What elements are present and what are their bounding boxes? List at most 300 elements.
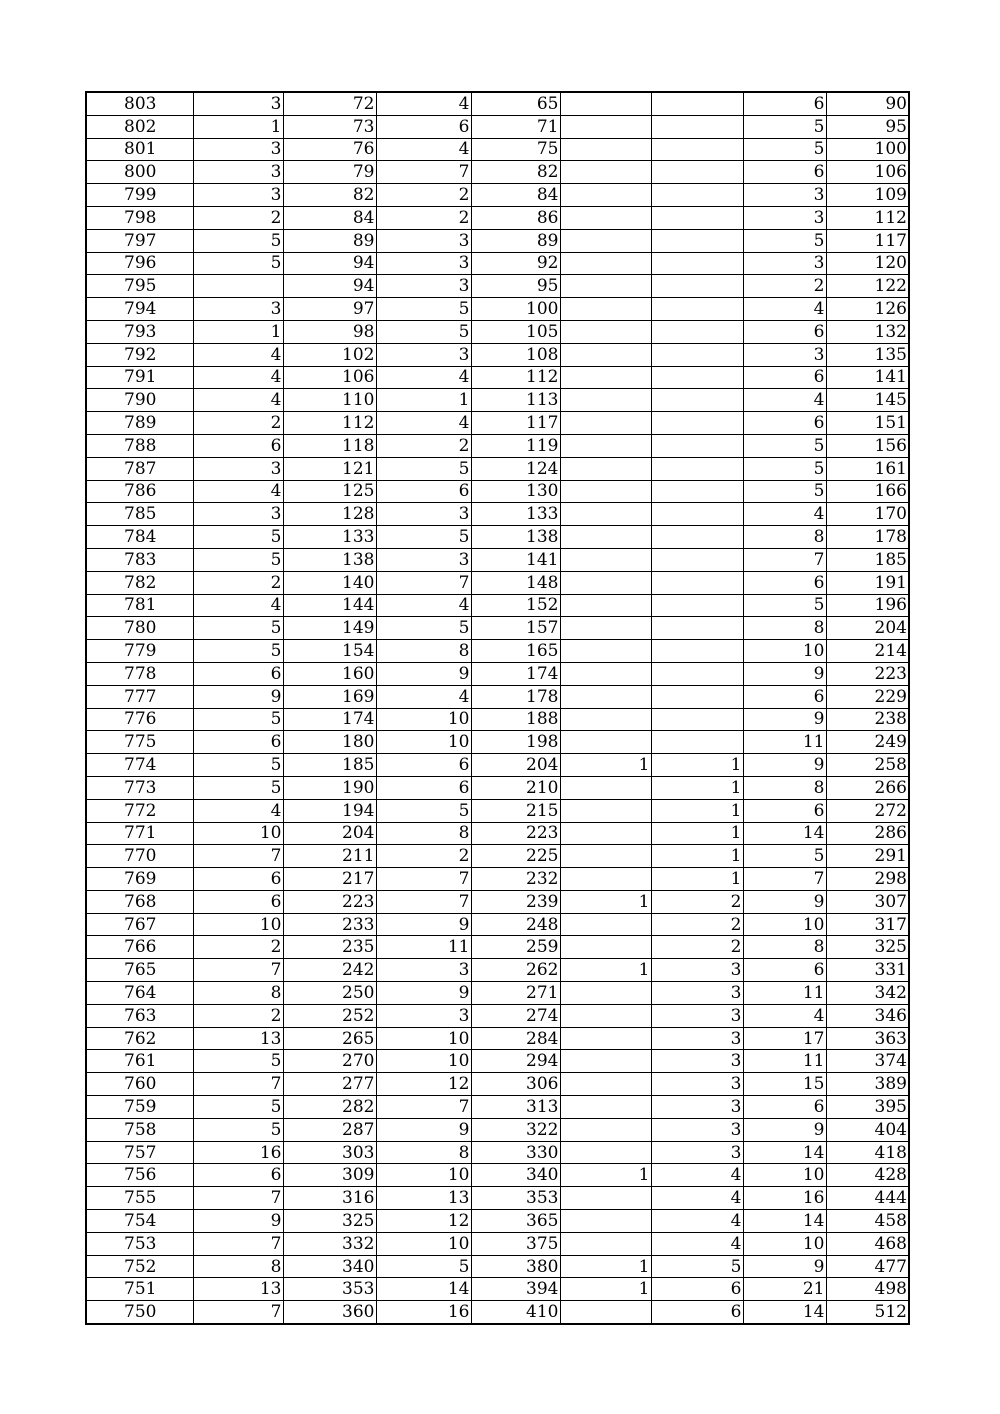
table-cell <box>560 1141 651 1164</box>
table-cell: 10 <box>376 1050 471 1073</box>
table-cell <box>560 434 651 457</box>
table-cell: 14 <box>743 1301 826 1324</box>
table-cell: 108 <box>471 343 560 366</box>
table-row <box>86 320 909 343</box>
table-cell: 330 <box>471 1141 560 1164</box>
table-cell: 340 <box>283 1255 376 1278</box>
table-cell <box>560 480 651 503</box>
table-cell <box>651 480 743 503</box>
table-cell: 270 <box>283 1050 376 1073</box>
score-cell: 797 <box>86 229 193 252</box>
table-cell: 3 <box>651 1027 743 1050</box>
score-cell: 787 <box>86 457 193 480</box>
score-cell: 767 <box>86 913 193 936</box>
table-cell: 166 <box>826 480 909 503</box>
table-cell: 498 <box>826 1278 909 1301</box>
table-cell <box>193 275 283 298</box>
table-cell: 178 <box>826 526 909 549</box>
table-row <box>86 1232 909 1255</box>
table-cell: 6 <box>376 776 471 799</box>
table-cell: 249 <box>826 731 909 754</box>
table-cell: 3 <box>743 343 826 366</box>
score-cell: 802 <box>86 115 193 138</box>
table-cell <box>651 366 743 389</box>
table-row <box>86 115 909 138</box>
table-row <box>86 229 909 252</box>
table-cell: 121 <box>283 457 376 480</box>
table-cell: 375 <box>471 1232 560 1255</box>
table-cell <box>651 571 743 594</box>
table-cell: 272 <box>826 799 909 822</box>
table-cell: 5 <box>193 526 283 549</box>
table-cell: 360 <box>283 1301 376 1324</box>
table-cell: 8 <box>743 617 826 640</box>
table-cell: 284 <box>471 1027 560 1050</box>
table-cell: 242 <box>283 959 376 982</box>
table-cell <box>560 548 651 571</box>
table-row <box>86 1255 909 1278</box>
score-cell: 776 <box>86 708 193 731</box>
table-cell: 10 <box>743 1164 826 1187</box>
table-cell <box>560 298 651 321</box>
table-cell: 3 <box>743 184 826 207</box>
table-cell: 6 <box>743 412 826 435</box>
table-cell: 342 <box>826 982 909 1005</box>
table-cell: 9 <box>743 1118 826 1141</box>
table-cell: 3 <box>193 138 283 161</box>
table-cell: 418 <box>826 1141 909 1164</box>
table-cell <box>560 503 651 526</box>
table-cell: 13 <box>193 1278 283 1301</box>
table-cell: 165 <box>471 640 560 663</box>
table-cell: 185 <box>283 754 376 777</box>
table-cell <box>560 776 651 799</box>
score-cell: 759 <box>86 1096 193 1119</box>
table-cell: 14 <box>743 822 826 845</box>
table-row <box>86 776 909 799</box>
table-cell: 6 <box>651 1278 743 1301</box>
table-cell: 2 <box>376 184 471 207</box>
table-cell: 89 <box>471 229 560 252</box>
table-cell: 71 <box>471 115 560 138</box>
table-cell: 2 <box>193 206 283 229</box>
table-cell: 133 <box>283 526 376 549</box>
table-row <box>86 640 909 663</box>
table-cell: 265 <box>283 1027 376 1050</box>
table-cell <box>560 115 651 138</box>
table-cell: 238 <box>826 708 909 731</box>
table-row <box>86 594 909 617</box>
table-row <box>86 434 909 457</box>
table-cell: 274 <box>471 1004 560 1027</box>
table-cell: 118 <box>283 434 376 457</box>
table-cell: 128 <box>283 503 376 526</box>
table-cell: 9 <box>743 708 826 731</box>
table-cell: 98 <box>283 320 376 343</box>
table-cell: 7 <box>193 1187 283 1210</box>
score-cell: 794 <box>86 298 193 321</box>
table-cell <box>651 457 743 480</box>
table-cell: 4 <box>376 685 471 708</box>
table-cell <box>651 115 743 138</box>
table-cell: 223 <box>471 822 560 845</box>
table-cell: 3 <box>651 1096 743 1119</box>
table-cell: 160 <box>283 662 376 685</box>
table-cell: 6 <box>743 92 826 115</box>
table-cell: 109 <box>826 184 909 207</box>
table-cell: 5 <box>193 252 283 275</box>
table-cell: 82 <box>471 161 560 184</box>
table-cell: 126 <box>826 298 909 321</box>
table-cell: 3 <box>651 959 743 982</box>
score-cell: 756 <box>86 1164 193 1187</box>
table-cell: 3 <box>743 206 826 229</box>
table-row <box>86 799 909 822</box>
table-cell: 4 <box>651 1232 743 1255</box>
table-cell: 16 <box>743 1187 826 1210</box>
table-cell <box>651 298 743 321</box>
table-cell: 10 <box>743 913 826 936</box>
table-cell: 86 <box>471 206 560 229</box>
table-cell: 6 <box>743 959 826 982</box>
table-cell <box>651 275 743 298</box>
table-cell <box>560 1210 651 1233</box>
table-cell: 188 <box>471 708 560 731</box>
table-cell: 262 <box>471 959 560 982</box>
table-cell: 277 <box>283 1073 376 1096</box>
table-cell: 4 <box>193 366 283 389</box>
table-cell: 89 <box>283 229 376 252</box>
table-cell: 5 <box>651 1255 743 1278</box>
table-cell: 5 <box>743 229 826 252</box>
table-cell <box>560 92 651 115</box>
table-cell: 5 <box>376 320 471 343</box>
score-table <box>85 91 910 1325</box>
table-cell: 6 <box>376 115 471 138</box>
table-cell: 4 <box>743 389 826 412</box>
table-cell: 73 <box>283 115 376 138</box>
table-cell <box>560 184 651 207</box>
table-cell: 135 <box>826 343 909 366</box>
table-cell: 5 <box>193 1096 283 1119</box>
table-cell: 5 <box>193 548 283 571</box>
table-cell: 1 <box>651 754 743 777</box>
table-cell: 2 <box>376 845 471 868</box>
table-cell: 3 <box>376 252 471 275</box>
table-cell <box>651 138 743 161</box>
table-cell: 117 <box>826 229 909 252</box>
table-cell: 6 <box>743 799 826 822</box>
table-cell: 322 <box>471 1118 560 1141</box>
table-cell: 154 <box>283 640 376 663</box>
table-cell <box>560 822 651 845</box>
table-cell: 363 <box>826 1027 909 1050</box>
table-cell: 317 <box>826 913 909 936</box>
table-cell: 1 <box>560 1255 651 1278</box>
table-cell: 3 <box>376 503 471 526</box>
table-cell: 6 <box>743 366 826 389</box>
table-cell: 229 <box>826 685 909 708</box>
table-cell: 3 <box>651 1118 743 1141</box>
table-cell: 4 <box>651 1210 743 1233</box>
table-cell: 2 <box>193 1004 283 1027</box>
table-cell <box>560 1050 651 1073</box>
table-cell: 180 <box>283 731 376 754</box>
table-cell <box>651 412 743 435</box>
table-cell: 394 <box>471 1278 560 1301</box>
table-cell: 3 <box>193 298 283 321</box>
table-cell: 102 <box>283 343 376 366</box>
table-cell <box>651 434 743 457</box>
table-cell: 325 <box>826 936 909 959</box>
table-cell: 122 <box>826 275 909 298</box>
table-cell: 6 <box>193 868 283 891</box>
table-cell: 138 <box>471 526 560 549</box>
table-cell: 3 <box>193 184 283 207</box>
table-cell: 10 <box>193 822 283 845</box>
table-cell: 11 <box>376 936 471 959</box>
table-cell: 79 <box>283 161 376 184</box>
score-cell: 758 <box>86 1118 193 1141</box>
table-cell: 6 <box>743 571 826 594</box>
table-cell: 3 <box>376 959 471 982</box>
table-cell: 100 <box>826 138 909 161</box>
table-cell: 6 <box>376 754 471 777</box>
table-cell: 3 <box>193 457 283 480</box>
table-cell: 2 <box>193 412 283 435</box>
table-cell: 6 <box>193 662 283 685</box>
score-cell: 757 <box>86 1141 193 1164</box>
table-cell: 5 <box>743 434 826 457</box>
table-cell: 5 <box>193 708 283 731</box>
table-cell <box>560 1073 651 1096</box>
table-cell <box>651 206 743 229</box>
table-cell: 141 <box>471 548 560 571</box>
table-row <box>86 845 909 868</box>
table-cell <box>651 731 743 754</box>
table-cell: 10 <box>376 708 471 731</box>
table-cell: 5 <box>743 594 826 617</box>
score-cell: 789 <box>86 412 193 435</box>
table-cell <box>651 526 743 549</box>
table-cell: 4 <box>376 92 471 115</box>
table-cell <box>651 594 743 617</box>
table-cell: 309 <box>283 1164 376 1187</box>
table-cell: 75 <box>471 138 560 161</box>
table-cell: 7 <box>193 1073 283 1096</box>
table-cell: 225 <box>471 845 560 868</box>
table-cell: 84 <box>471 184 560 207</box>
table-cell: 8 <box>743 526 826 549</box>
table-cell: 5 <box>193 640 283 663</box>
table-cell: 5 <box>193 617 283 640</box>
table-cell: 4 <box>193 480 283 503</box>
table-row <box>86 480 909 503</box>
table-cell: 170 <box>826 503 909 526</box>
score-cell: 775 <box>86 731 193 754</box>
score-cell: 771 <box>86 822 193 845</box>
table-cell <box>651 685 743 708</box>
table-cell <box>560 594 651 617</box>
table-cell: 9 <box>376 662 471 685</box>
table-cell <box>651 252 743 275</box>
table-row <box>86 822 909 845</box>
table-cell <box>651 184 743 207</box>
table-cell: 3 <box>651 982 743 1005</box>
table-cell: 1 <box>193 115 283 138</box>
table-cell: 3 <box>376 343 471 366</box>
table-cell: 5 <box>193 229 283 252</box>
score-cell: 754 <box>86 1210 193 1233</box>
table-cell <box>560 936 651 959</box>
table-cell: 194 <box>283 799 376 822</box>
table-cell <box>560 868 651 891</box>
table-cell <box>560 320 651 343</box>
table-cell: 21 <box>743 1278 826 1301</box>
table-cell: 4 <box>651 1164 743 1187</box>
table-cell: 468 <box>826 1232 909 1255</box>
table-cell: 9 <box>743 1255 826 1278</box>
table-cell: 11 <box>743 731 826 754</box>
table-cell: 12 <box>376 1210 471 1233</box>
table-row <box>86 1301 909 1324</box>
table-cell: 4 <box>193 594 283 617</box>
score-cell: 777 <box>86 685 193 708</box>
table-cell: 2 <box>376 434 471 457</box>
table-cell: 1 <box>376 389 471 412</box>
table-cell: 4 <box>376 366 471 389</box>
table-row <box>86 298 909 321</box>
table-cell <box>560 571 651 594</box>
score-cell: 785 <box>86 503 193 526</box>
table-cell: 178 <box>471 685 560 708</box>
table-cell <box>651 662 743 685</box>
table-cell: 8 <box>376 1141 471 1164</box>
table-cell <box>560 389 651 412</box>
table-cell: 82 <box>283 184 376 207</box>
table-cell <box>560 1004 651 1027</box>
table-cell <box>651 343 743 366</box>
table-cell: 9 <box>743 754 826 777</box>
score-cell: 774 <box>86 754 193 777</box>
table-cell: 145 <box>826 389 909 412</box>
table-cell <box>651 161 743 184</box>
table-cell <box>651 320 743 343</box>
table-cell: 8 <box>193 982 283 1005</box>
table-row <box>86 662 909 685</box>
table-cell: 6 <box>743 685 826 708</box>
table-cell <box>651 640 743 663</box>
table-cell: 11 <box>743 982 826 1005</box>
table-cell: 5 <box>193 1118 283 1141</box>
table-cell: 1 <box>193 320 283 343</box>
table-cell: 2 <box>193 571 283 594</box>
table-cell: 346 <box>826 1004 909 1027</box>
table-cell: 9 <box>193 685 283 708</box>
table-cell: 8 <box>376 822 471 845</box>
score-cell: 782 <box>86 571 193 594</box>
table-cell <box>560 1187 651 1210</box>
table-cell: 307 <box>826 890 909 913</box>
table-cell: 3 <box>193 161 283 184</box>
table-row <box>86 890 909 913</box>
table-cell <box>560 206 651 229</box>
table-cell: 217 <box>283 868 376 891</box>
table-cell: 5 <box>376 799 471 822</box>
table-cell: 7 <box>193 845 283 868</box>
score-cell: 793 <box>86 320 193 343</box>
table-cell: 298 <box>826 868 909 891</box>
table-row <box>86 1210 909 1233</box>
table-cell <box>560 275 651 298</box>
table-cell: 174 <box>471 662 560 685</box>
table-cell: 6 <box>193 434 283 457</box>
table-cell: 1 <box>651 776 743 799</box>
table-cell: 235 <box>283 936 376 959</box>
table-cell <box>651 389 743 412</box>
table-cell: 16 <box>193 1141 283 1164</box>
table-cell: 5 <box>376 617 471 640</box>
table-cell <box>651 229 743 252</box>
table-cell: 94 <box>283 275 376 298</box>
table-cell: 10 <box>743 1232 826 1255</box>
table-cell: 6 <box>743 320 826 343</box>
table-cell: 4 <box>376 138 471 161</box>
table-cell: 1 <box>560 754 651 777</box>
table-row <box>86 252 909 275</box>
table-row <box>86 754 909 777</box>
table-row <box>86 1187 909 1210</box>
table-cell: 72 <box>283 92 376 115</box>
table-cell: 1 <box>560 1278 651 1301</box>
score-cell: 769 <box>86 868 193 891</box>
table-row <box>86 708 909 731</box>
score-cell: 764 <box>86 982 193 1005</box>
table-cell <box>560 412 651 435</box>
table-cell: 149 <box>283 617 376 640</box>
table-row <box>86 868 909 891</box>
table-cell: 374 <box>826 1050 909 1073</box>
table-row <box>86 275 909 298</box>
table-cell: 15 <box>743 1073 826 1096</box>
table-cell: 13 <box>376 1187 471 1210</box>
table-cell: 4 <box>743 1004 826 1027</box>
table-cell: 119 <box>471 434 560 457</box>
table-cell <box>560 617 651 640</box>
table-cell: 233 <box>283 913 376 936</box>
table-cell: 259 <box>471 936 560 959</box>
table-cell: 4 <box>193 389 283 412</box>
table-cell: 133 <box>471 503 560 526</box>
table-cell: 130 <box>471 480 560 503</box>
table-cell: 97 <box>283 298 376 321</box>
table-cell: 353 <box>471 1187 560 1210</box>
table-cell: 4 <box>193 799 283 822</box>
score-cell: 765 <box>86 959 193 982</box>
table-cell: 190 <box>283 776 376 799</box>
table-cell <box>560 982 651 1005</box>
table-row <box>86 571 909 594</box>
table-row <box>86 366 909 389</box>
table-cell <box>651 617 743 640</box>
table-row <box>86 526 909 549</box>
table-cell: 6 <box>376 480 471 503</box>
table-cell: 5 <box>193 776 283 799</box>
table-row <box>86 731 909 754</box>
table-cell: 7 <box>743 868 826 891</box>
table-cell <box>651 92 743 115</box>
table-cell: 7 <box>376 161 471 184</box>
